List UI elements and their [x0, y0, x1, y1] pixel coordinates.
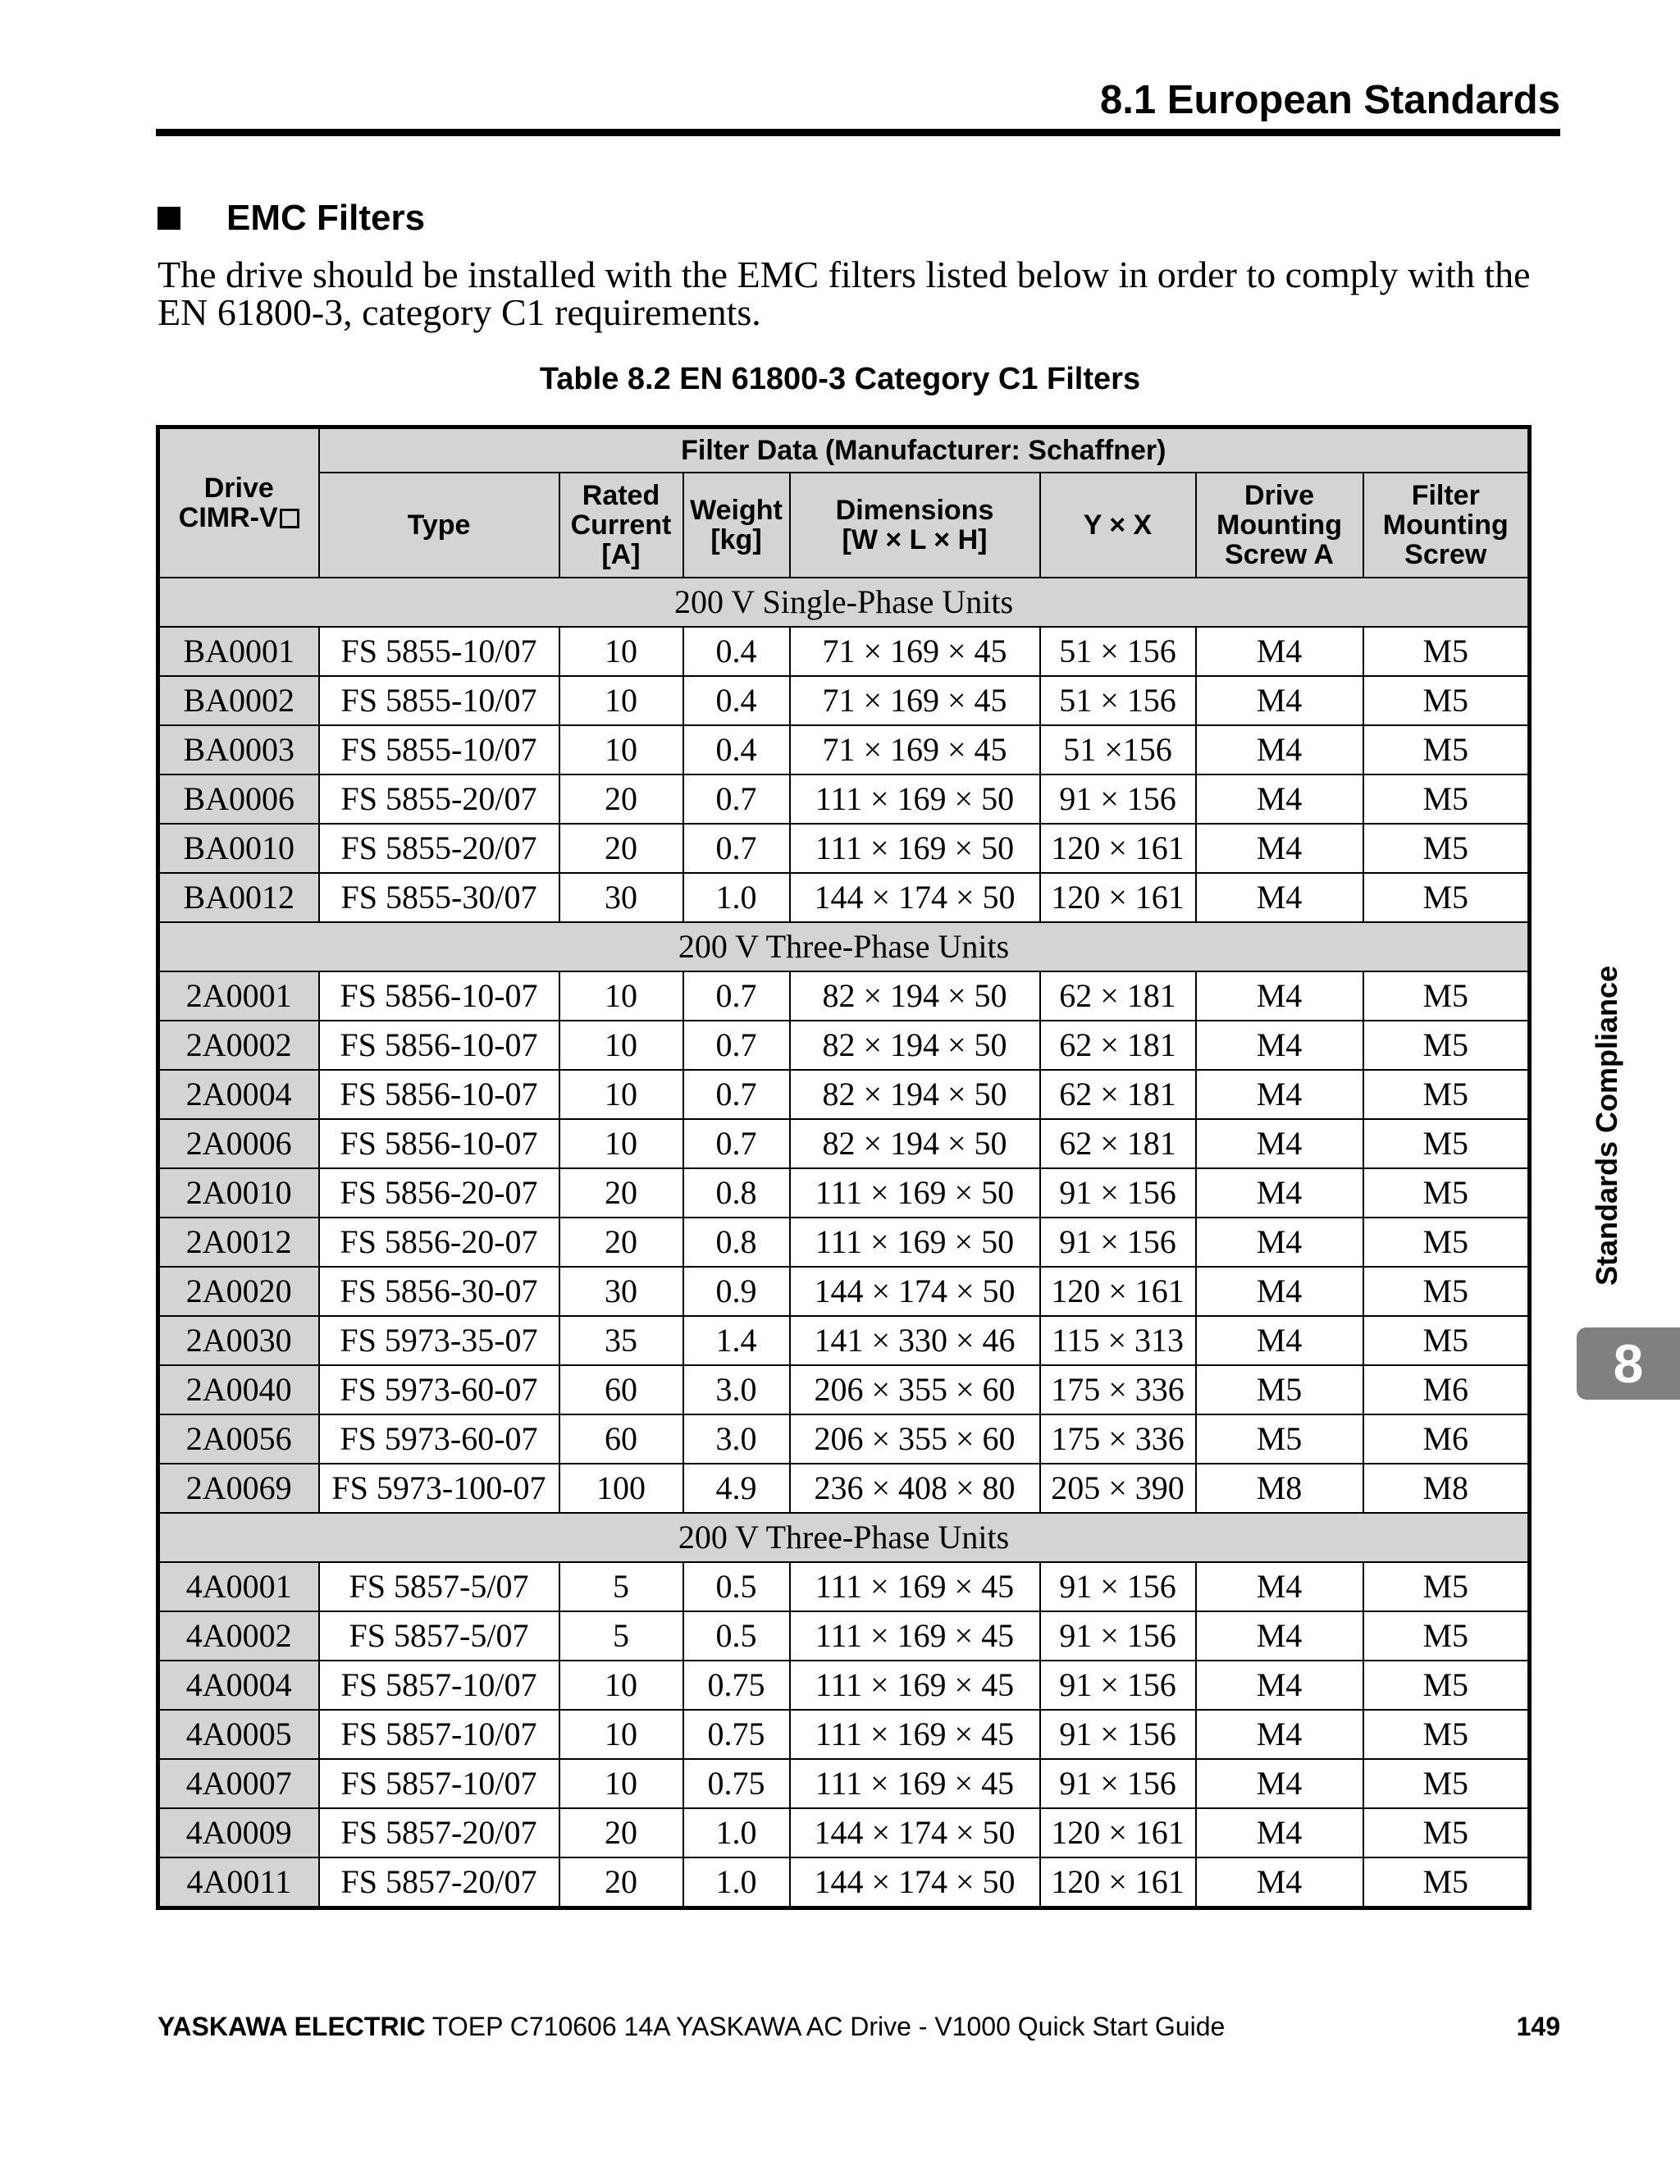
table-row: [158, 1267, 1530, 1316]
cell-rated-current: 35: [559, 1316, 683, 1365]
footer-doc-title: TOEP C710606 14A YASKAWA AC Drive - V1000 Quick Start Guide: [431, 2012, 1226, 2041]
cell-drive-model: 4A0007: [158, 1759, 319, 1808]
cell-drive-mounting-screw: M4: [1196, 725, 1363, 774]
cell-dimensions: 206 × 355 × 60: [790, 1365, 1040, 1414]
cell-rated-current: 10: [559, 1021, 683, 1070]
cell-drive-mounting-screw: M5: [1196, 1365, 1363, 1414]
cell-drive-model: BA0002: [158, 676, 319, 725]
cell-rated-current: 60: [559, 1365, 683, 1414]
col-header-weight: Weight [kg]: [683, 473, 790, 578]
cell-y-x: 91 × 156: [1040, 1611, 1196, 1661]
cell-rated-current: 5: [559, 1611, 683, 1661]
cell-y-x: 91 × 156: [1040, 1710, 1196, 1759]
cell-filter-mounting-screw: M5: [1363, 1857, 1530, 1908]
cell-drive-model: 4A0005: [158, 1710, 319, 1759]
cell-y-x: 62 × 181: [1040, 1070, 1196, 1119]
cell-drive-model: 4A0009: [158, 1808, 319, 1857]
cell-filter-mounting-screw: M5: [1363, 1267, 1530, 1316]
cell-drive-model: 2A0030: [158, 1316, 319, 1365]
cell-dimensions: 206 × 355 × 60: [790, 1414, 1040, 1464]
cell-y-x: 91 × 156: [1040, 1661, 1196, 1710]
cell-filter-type: FS 5857-10/07: [319, 1661, 559, 1710]
cell-filter-mounting-screw: M5: [1363, 1759, 1530, 1808]
cell-y-x: 120 × 161: [1040, 1808, 1196, 1857]
cell-rated-current: 20: [559, 1857, 683, 1908]
cell-dimensions: 71 × 169 × 45: [790, 627, 1040, 676]
cell-filter-mounting-screw: M5: [1363, 873, 1530, 922]
cell-weight: 0.5: [683, 1562, 790, 1611]
cell-weight: 0.75: [683, 1661, 790, 1710]
cell-dimensions: 111 × 169 × 45: [790, 1710, 1040, 1759]
cell-filter-mounting-screw: M5: [1363, 1218, 1530, 1267]
cell-filter-type: FS 5856-10-07: [319, 971, 559, 1021]
group-header-row: [158, 922, 1530, 971]
cell-drive-mounting-screw: M4: [1196, 1267, 1363, 1316]
cell-weight: 0.4: [683, 627, 790, 676]
table-row: [158, 1365, 1530, 1414]
cell-rated-current: 20: [559, 774, 683, 824]
cell-drive-model: 2A0056: [158, 1414, 319, 1464]
cell-dimensions: 71 × 169 × 45: [790, 676, 1040, 725]
cell-drive-mounting-screw: M4: [1196, 1316, 1363, 1365]
filter-data-header: Filter Data (Manufacturer: Schaffner): [319, 427, 1530, 473]
cell-rated-current: 10: [559, 1661, 683, 1710]
cell-filter-mounting-screw: M5: [1363, 627, 1530, 676]
table-row: [158, 1316, 1530, 1365]
cell-filter-type: FS 5857-10/07: [319, 1759, 559, 1808]
table-row: [158, 774, 1530, 824]
cell-drive-model: 4A0002: [158, 1611, 319, 1661]
cell-drive-model: 2A0006: [158, 1119, 319, 1168]
cell-dimensions: 82 × 194 × 50: [790, 1070, 1040, 1119]
cell-dimensions: 144 × 174 × 50: [790, 873, 1040, 922]
cell-dimensions: 111 × 169 × 45: [790, 1661, 1040, 1710]
cell-filter-mounting-screw: M5: [1363, 1808, 1530, 1857]
cell-weight: 0.7: [683, 1119, 790, 1168]
cell-filter-mounting-screw: M5: [1363, 1168, 1530, 1218]
cell-filter-mounting-screw: M5: [1363, 1710, 1530, 1759]
cell-rated-current: 10: [559, 725, 683, 774]
cell-rated-current: 10: [559, 676, 683, 725]
cell-filter-type: FS 5856-30-07: [319, 1267, 559, 1316]
cell-drive-model: BA0010: [158, 824, 319, 873]
cell-dimensions: 82 × 194 × 50: [790, 971, 1040, 1021]
cell-y-x: 120 × 161: [1040, 873, 1196, 922]
cell-rated-current: 10: [559, 1070, 683, 1119]
intro-paragraph: The drive should be installed with the EMC filters listed below in order to comply with the EN 61800-3, category C1 requirements.: [158, 254, 1531, 333]
cell-drive-model: 2A0040: [158, 1365, 319, 1414]
table-row: [158, 1414, 1530, 1464]
cell-filter-type: FS 5855-30/07: [319, 873, 559, 922]
cell-drive-mounting-screw: M4: [1196, 824, 1363, 873]
cell-dimensions: 111 × 169 × 45: [790, 1562, 1040, 1611]
cell-y-x: 120 × 161: [1040, 1267, 1196, 1316]
cell-drive-model: 4A0004: [158, 1661, 319, 1710]
side-tab-label: Standards Compliance: [1590, 965, 1623, 1286]
cell-y-x: 51 × 156: [1040, 627, 1196, 676]
group-header-row: [158, 1513, 1530, 1562]
cell-drive-mounting-screw: M4: [1196, 971, 1363, 1021]
cell-rated-current: 30: [559, 873, 683, 922]
cell-drive-mounting-screw: M4: [1196, 1119, 1363, 1168]
cell-weight: 0.75: [683, 1710, 790, 1759]
cell-drive-mounting-screw: M4: [1196, 1168, 1363, 1218]
cell-y-x: 91 × 156: [1040, 1562, 1196, 1611]
col-header-drive-mounting-screw: Drive Mounting Screw A: [1196, 473, 1363, 578]
cell-y-x: 115 × 313: [1040, 1316, 1196, 1365]
cell-filter-type: FS 5856-10-07: [319, 1021, 559, 1070]
cell-weight: 4.9: [683, 1464, 790, 1513]
cell-filter-type: FS 5973-60-07: [319, 1365, 559, 1414]
cell-drive-mounting-screw: M8: [1196, 1464, 1363, 1513]
cell-dimensions: 111 × 169 × 45: [790, 1759, 1040, 1808]
cell-drive-model: BA0001: [158, 627, 319, 676]
square-bullet-icon: [158, 207, 180, 230]
unit-box-icon: [280, 509, 299, 528]
cell-filter-type: FS 5856-20-07: [319, 1168, 559, 1218]
cell-rated-current: 10: [559, 1759, 683, 1808]
cell-filter-mounting-screw: M8: [1363, 1464, 1530, 1513]
cell-drive-model: 4A0001: [158, 1562, 319, 1611]
cell-weight: 1.4: [683, 1316, 790, 1365]
cell-filter-mounting-screw: M6: [1363, 1414, 1530, 1464]
table-row: [158, 1464, 1530, 1513]
emc-filters-table: [156, 425, 1532, 1910]
cell-drive-mounting-screw: M4: [1196, 627, 1363, 676]
cell-drive-mounting-screw: M4: [1196, 1710, 1363, 1759]
cell-filter-type: FS 5856-20-07: [319, 1218, 559, 1267]
cell-dimensions: 111 × 169 × 45: [790, 1611, 1040, 1661]
cell-drive-mounting-screw: M4: [1196, 1857, 1363, 1908]
cell-filter-mounting-screw: M5: [1363, 1661, 1530, 1710]
cell-filter-mounting-screw: M6: [1363, 1365, 1530, 1414]
table-row: [158, 676, 1530, 725]
table-row: [158, 1857, 1530, 1908]
footer-doc-info: [158, 2010, 1225, 2043]
cell-filter-type: FS 5855-20/07: [319, 824, 559, 873]
col-header-drive: Drive CIMR-V: [158, 427, 319, 578]
cell-weight: 1.0: [683, 873, 790, 922]
col-header-y-x: Y × X: [1040, 473, 1196, 578]
page-number: 149: [1516, 2012, 1560, 2041]
table-body: [158, 578, 1530, 1908]
cell-filter-type: FS 5857-20/07: [319, 1857, 559, 1908]
cell-rated-current: 20: [559, 1168, 683, 1218]
cell-weight: 0.9: [683, 1267, 790, 1316]
cell-weight: 3.0: [683, 1365, 790, 1414]
cell-drive-model: BA0003: [158, 725, 319, 774]
table-row: [158, 725, 1530, 774]
cell-y-x: 62 × 181: [1040, 1021, 1196, 1070]
cell-drive-model: 2A0004: [158, 1070, 319, 1119]
cell-dimensions: 111 × 169 × 50: [790, 774, 1040, 824]
table-caption: Table 8.2 EN 61800-3 Category C1 Filters: [539, 362, 1141, 396]
cell-dimensions: 111 × 169 × 50: [790, 1168, 1040, 1218]
cell-weight: 0.7: [683, 824, 790, 873]
cell-rated-current: 20: [559, 824, 683, 873]
cell-weight: 0.75: [683, 1759, 790, 1808]
cell-dimensions: 141 × 330 × 46: [790, 1316, 1040, 1365]
cell-drive-model: 2A0069: [158, 1464, 319, 1513]
cell-filter-type: FS 5855-10/07: [319, 676, 559, 725]
table-row: [158, 1218, 1530, 1267]
cell-drive-mounting-screw: M4: [1196, 676, 1363, 725]
col-header-filter-mounting-screw: Filter Mounting Screw: [1363, 473, 1530, 578]
cell-weight: 0.4: [683, 725, 790, 774]
table-row: [158, 1021, 1530, 1070]
cell-drive-model: BA0012: [158, 873, 319, 922]
table-row: [158, 1661, 1530, 1710]
cell-filter-mounting-screw: M5: [1363, 1562, 1530, 1611]
cell-y-x: 91 × 156: [1040, 1168, 1196, 1218]
cell-dimensions: 144 × 174 × 50: [790, 1808, 1040, 1857]
cell-rated-current: 20: [559, 1808, 683, 1857]
table-row: [158, 1119, 1530, 1168]
cell-y-x: 91 × 156: [1040, 774, 1196, 824]
cell-y-x: 51 ×156: [1040, 725, 1196, 774]
cell-drive-mounting-screw: M4: [1196, 1611, 1363, 1661]
group-title: 200 V Three-Phase Units: [158, 922, 1530, 971]
group-header-row: [158, 578, 1530, 627]
cell-rated-current: 10: [559, 1119, 683, 1168]
table-row: [158, 1710, 1530, 1759]
cell-dimensions: 144 × 174 × 50: [790, 1857, 1040, 1908]
table-row: [158, 1168, 1530, 1218]
table-row: [158, 627, 1530, 676]
cell-y-x: 62 × 181: [1040, 971, 1196, 1021]
cell-filter-type: FS 5973-35-07: [319, 1316, 559, 1365]
cell-y-x: 91 × 156: [1040, 1759, 1196, 1808]
cell-y-x: 91 × 156: [1040, 1218, 1196, 1267]
cell-weight: 0.7: [683, 1070, 790, 1119]
cell-weight: 0.7: [683, 774, 790, 824]
table-row: [158, 1759, 1530, 1808]
cell-rated-current: 60: [559, 1414, 683, 1464]
cell-drive-mounting-screw: M4: [1196, 1808, 1363, 1857]
cell-drive-mounting-screw: M4: [1196, 873, 1363, 922]
cell-rated-current: 10: [559, 971, 683, 1021]
cell-filter-type: FS 5855-20/07: [319, 774, 559, 824]
footer-brand: YASKAWA ELECTRIC: [158, 2012, 426, 2041]
cell-weight: 0.8: [683, 1168, 790, 1218]
cell-drive-model: 2A0002: [158, 1021, 319, 1070]
cell-drive-mounting-screw: M4: [1196, 1021, 1363, 1070]
page-footer: [158, 2010, 1560, 2043]
cell-filter-type: FS 5855-10/07: [319, 725, 559, 774]
cell-filter-type: FS 5855-10/07: [319, 627, 559, 676]
cell-weight: 0.5: [683, 1611, 790, 1661]
cell-y-x: 62 × 181: [1040, 1119, 1196, 1168]
cell-y-x: 120 × 161: [1040, 1857, 1196, 1908]
cell-weight: 1.0: [683, 1808, 790, 1857]
cell-rated-current: 5: [559, 1562, 683, 1611]
cell-drive-model: 2A0020: [158, 1267, 319, 1316]
cell-filter-type: FS 5973-60-07: [319, 1414, 559, 1464]
cell-filter-mounting-screw: M5: [1363, 774, 1530, 824]
cell-y-x: 51 × 156: [1040, 676, 1196, 725]
group-title: 200 V Single-Phase Units: [158, 578, 1530, 627]
cell-filter-mounting-screw: M5: [1363, 1611, 1530, 1661]
cell-drive-mounting-screw: M5: [1196, 1414, 1363, 1464]
cell-drive-mounting-screw: M4: [1196, 774, 1363, 824]
table-row: [158, 873, 1530, 922]
cell-filter-type: FS 5856-10-07: [319, 1119, 559, 1168]
cell-weight: 1.0: [683, 1857, 790, 1908]
cell-dimensions: 111 × 169 × 50: [790, 824, 1040, 873]
cell-filter-type: FS 5857-20/07: [319, 1808, 559, 1857]
cell-filter-type: FS 5973-100-07: [319, 1464, 559, 1513]
cell-weight: 0.7: [683, 1021, 790, 1070]
cell-drive-mounting-screw: M4: [1196, 1070, 1363, 1119]
col-header-type: Type: [319, 473, 559, 578]
cell-dimensions: 71 × 169 × 45: [790, 725, 1040, 774]
cell-drive-model: BA0006: [158, 774, 319, 824]
cell-filter-mounting-screw: M5: [1363, 1316, 1530, 1365]
cell-filter-mounting-screw: M5: [1363, 1021, 1530, 1070]
cell-drive-model: 4A0011: [158, 1857, 319, 1908]
cell-drive-mounting-screw: M4: [1196, 1759, 1363, 1808]
cell-dimensions: 82 × 194 × 50: [790, 1119, 1040, 1168]
cell-weight: 3.0: [683, 1414, 790, 1464]
group-title: 200 V Three-Phase Units: [158, 1513, 1530, 1562]
cell-drive-mounting-screw: M4: [1196, 1562, 1363, 1611]
cell-drive-mounting-screw: M4: [1196, 1218, 1363, 1267]
cell-rated-current: 10: [559, 1710, 683, 1759]
cell-filter-mounting-screw: M5: [1363, 1070, 1530, 1119]
cell-drive-mounting-screw: M4: [1196, 1661, 1363, 1710]
page-section-title: 8.1 European Standards: [1100, 78, 1560, 122]
cell-weight: 0.4: [683, 676, 790, 725]
cell-filter-mounting-screw: M5: [1363, 971, 1530, 1021]
section-heading: [158, 195, 425, 241]
cell-rated-current: 20: [559, 1218, 683, 1267]
cell-filter-type: FS 5857-10/07: [319, 1710, 559, 1759]
cell-y-x: 205 × 390: [1040, 1464, 1196, 1513]
cell-dimensions: 144 × 174 × 50: [790, 1267, 1040, 1316]
cell-drive-model: 2A0001: [158, 971, 319, 1021]
table-row: [158, 824, 1530, 873]
table-row: [158, 1070, 1530, 1119]
col-header-rated-current: Rated Current [A]: [559, 473, 683, 578]
cell-weight: 0.8: [683, 1218, 790, 1267]
chapter-tab: 8: [1577, 1327, 1680, 1400]
cell-dimensions: 236 × 408 × 80: [790, 1464, 1040, 1513]
cell-filter-type: FS 5856-10-07: [319, 1070, 559, 1119]
cell-filter-type: FS 5857-5/07: [319, 1611, 559, 1661]
cell-filter-type: FS 5857-5/07: [319, 1562, 559, 1611]
cell-weight: 0.7: [683, 971, 790, 1021]
cell-y-x: 175 × 336: [1040, 1365, 1196, 1414]
cell-drive-model: 2A0012: [158, 1218, 319, 1267]
cell-filter-mounting-screw: M5: [1363, 824, 1530, 873]
cell-filter-mounting-screw: M5: [1363, 1119, 1530, 1168]
cell-filter-mounting-screw: M5: [1363, 676, 1530, 725]
col-header-dimensions: Dimensions [W × L × H]: [790, 473, 1040, 578]
cell-y-x: 175 × 336: [1040, 1414, 1196, 1464]
cell-rated-current: 100: [559, 1464, 683, 1513]
cell-rated-current: 10: [559, 627, 683, 676]
table-row: [158, 1808, 1530, 1857]
cell-dimensions: 111 × 169 × 50: [790, 1218, 1040, 1267]
cell-dimensions: 82 × 194 × 50: [790, 1021, 1040, 1070]
table-row: [158, 971, 1530, 1021]
section-heading-text: EMC Filters: [226, 198, 426, 238]
table-row: [158, 1611, 1530, 1661]
header-rule: [156, 129, 1560, 136]
cell-y-x: 120 × 161: [1040, 824, 1196, 873]
table-row: [158, 1562, 1530, 1611]
cell-rated-current: 30: [559, 1267, 683, 1316]
cell-filter-mounting-screw: M5: [1363, 725, 1530, 774]
cell-drive-model: 2A0010: [158, 1168, 319, 1218]
